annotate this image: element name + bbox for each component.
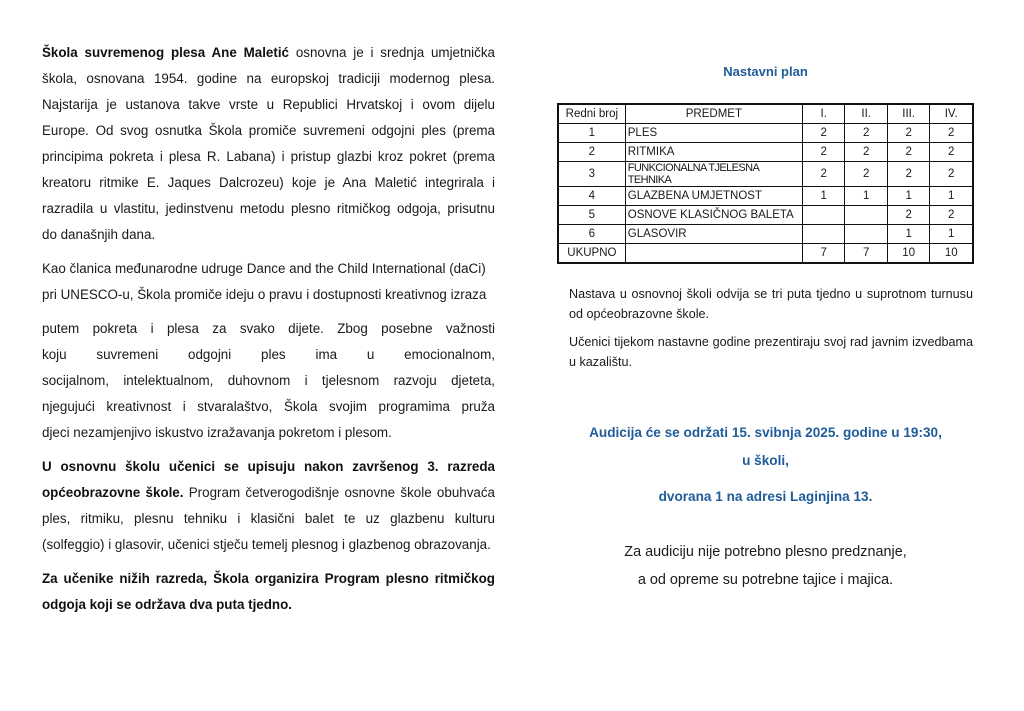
header-year-2: II.: [845, 104, 887, 124]
audition-date: Audicija će se održati 15. svibnja 2025. godine u 19:30,: [589, 425, 942, 440]
header-year-4: IV.: [930, 104, 973, 124]
audition-place: u školi,: [742, 453, 789, 468]
table-total-row: UKUPNO 7 7 10 10: [558, 244, 973, 264]
lower-grades-paragraph: Za učenike nižih razreda, Škola organizira Program plesno ritmičkog odgoja koji se održava dva puta tjedno.: [42, 571, 495, 612]
table-row: 4 GLAZBENA UMJETNOST 1 1 1 1: [558, 187, 973, 206]
audition-requirements: Za audiciju nije potrebno plesno predznanje, a od opreme su potrebne tajice i majica.: [624, 544, 907, 588]
audition-address: dvorana 1 na adresi Laginjina 13.: [658, 489, 873, 504]
audition-announcement: [557, 419, 974, 511]
table-row: 1 PLES 2 2 2 2: [558, 124, 973, 143]
enrollment-paragraph: U osnovnu školu učenici se upisuju nakon završenog 3. razreda općeobrazovne škole. Program četverogodišnje osnovne škole obuhvaća ples, ritmiku, plesnu tehniku i klasični balet te uz glazbenu kulturu (solfeggio) i glasovir, učenici stječu temelj plesnog i glazbenog obrazovanja.: [42, 459, 495, 552]
intro-paragraph: Škola suvremenog plesa Ane Maletić osnovna je i srednja umjetnička škola, osnovana 1954. godine na europskoj tradiciji modernog plesa. Najstarija je ustanova takve vrste u Republici Hrvatskoj i ovom dijelu Europe. Od svog osnutka Škola promiče suvremeni odgojni ples (prema principima pokreta i plesa R. Labana) i pristup glazbi kroz pokret (prema kreatoru ritmike E. Jaques Dalcrozeu) koje je Ana Maletić integrirala i razradila u vlastitu, jedinstvenu metodu plesno ritmičkog odgoja, prisutnu do današnjih dana.: [42, 45, 495, 242]
header-year-3: III.: [887, 104, 930, 124]
importance-paragraph: putem pokreta i plesa za svako dijete. Zbog posebne važnosti koju suvremeni odgojni ples ima u emocionalnom, socijalnom, intelektualnom, duhovnom i tjelesnom razvoju djeteta, njegujući kreativnost i stvaralaštvo, Škola svojim programima pruža djeci nezamjenjivo iskustvo izražavanja pokretom i plesom.: [42, 321, 495, 440]
table-row: 2 RITMIKA 2 2 2 2: [558, 143, 973, 162]
table-header-row: [558, 104, 973, 124]
school-name: Škola suvremenog plesa Ane Maletić: [42, 45, 290, 60]
curriculum-table: [557, 103, 974, 264]
header-year-1: I.: [803, 104, 845, 124]
schedule-paragraph: Nastava u osnovnoj školi odvija se tri puta tjedno u suprotnom turnusu od općeobrazovne škole.: [569, 287, 973, 321]
header-predmet: PREDMET: [625, 104, 802, 124]
performance-paragraph: Učenici tijekom nastavne godine prezentiraju svoj rad javnim izvedbama u kazalištu.: [569, 335, 973, 369]
plan-title: Nastavni plan: [723, 64, 808, 79]
table-row: 6 GLASOVIR 1 1: [558, 225, 973, 244]
schedule-info: [569, 284, 973, 380]
daci-paragraph: Kao članica međunarodne udruge Dance and the Child International (daCi) pri UNESCO-u, Škola promiče ideju o pravu i dostupnosti kreativnog izraza: [42, 261, 487, 302]
left-column: [42, 40, 495, 618]
header-redni-broj: Redni broj: [558, 104, 625, 124]
table-row: 5 OSNOVE KLASIČNOG BALETA 2 2: [558, 206, 973, 225]
table-row: 3 FUNKCIONALNA TJELESNA TEHNIKA 2 2 2 2: [558, 162, 973, 187]
